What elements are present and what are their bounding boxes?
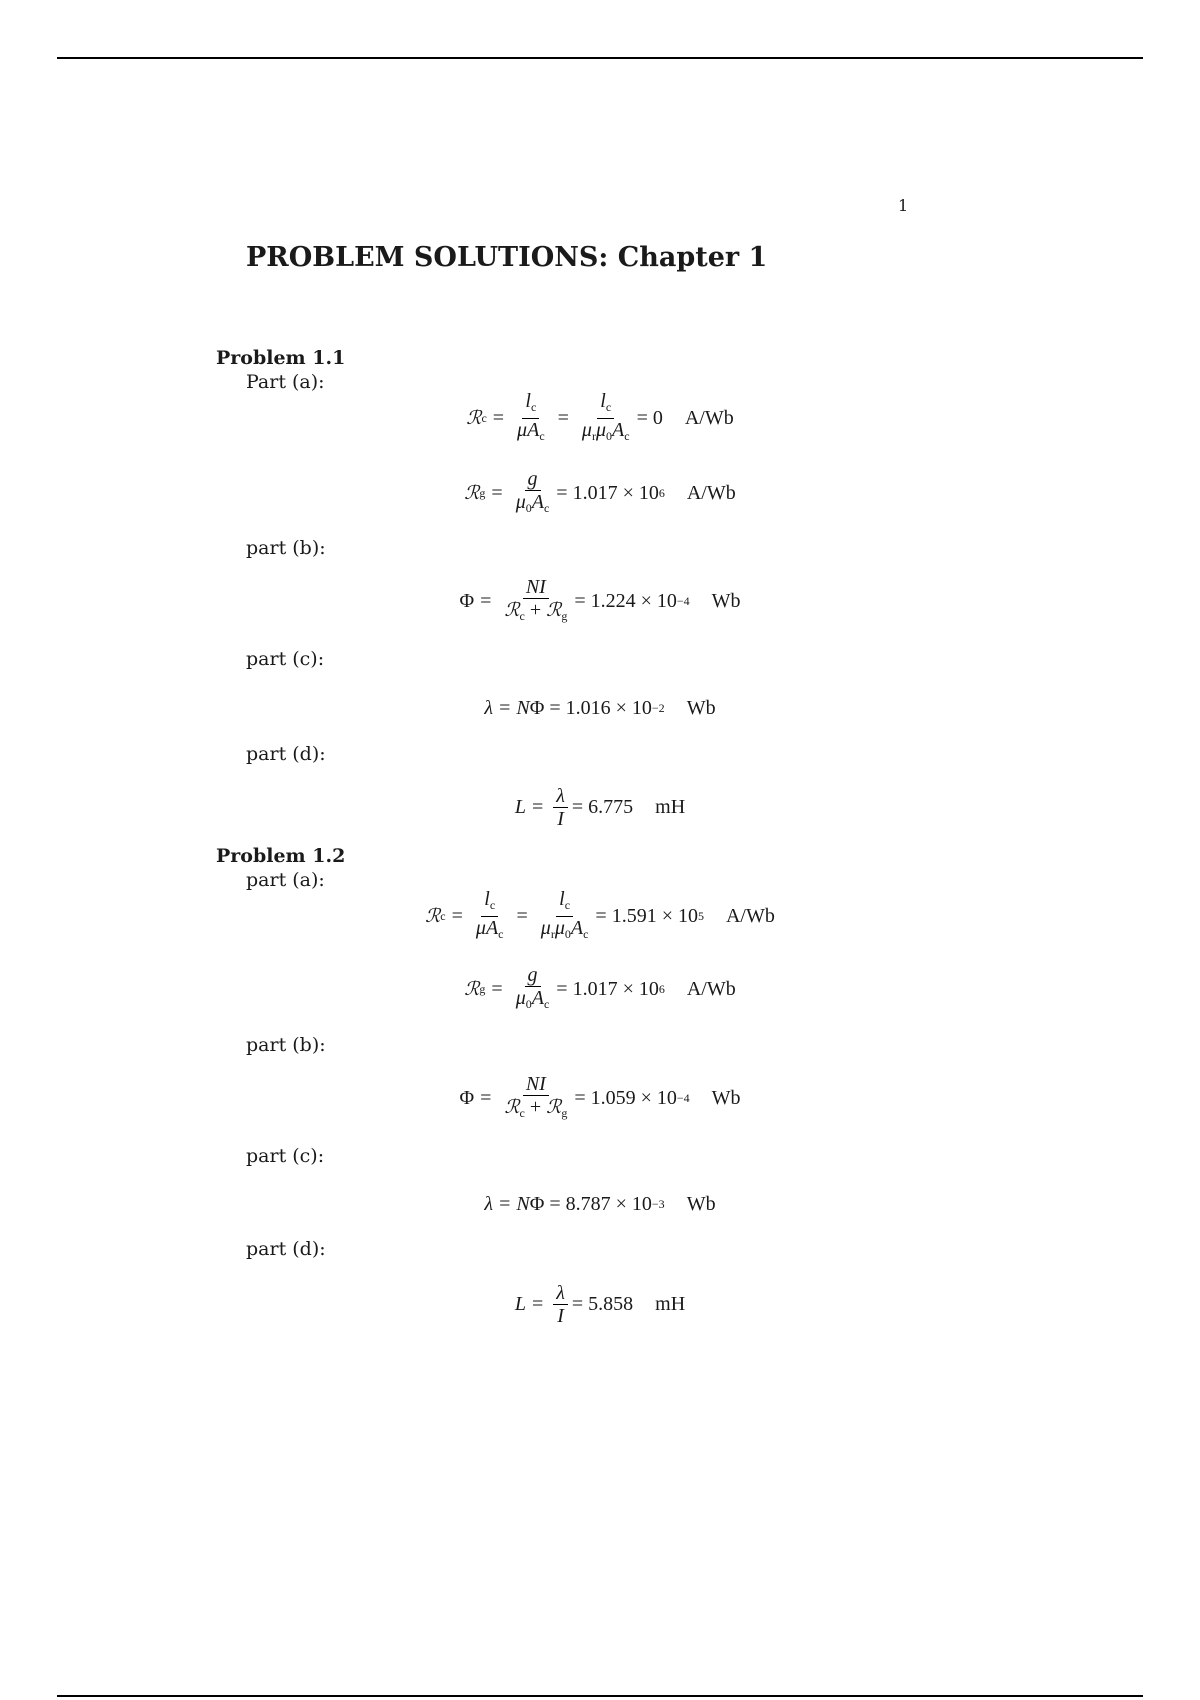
problem-heading: Problem 1.1 — [216, 347, 346, 369]
part-label: part (c): — [246, 648, 325, 670]
equation-gap-reluctance: ℛ g = $\frac{g}{\mu_0A_c}$ = 1.017 × 10 6 A/Wb — [464, 467, 736, 515]
part-label: part (a): — [246, 869, 325, 891]
equation-flux: Φ = $\frac{NI}{ℛ_c + ℛ_g}$ = 1.224 × 10 −4 Wb — [459, 575, 741, 623]
top-rule — [57, 57, 1143, 59]
part-label: part (d): — [246, 743, 326, 765]
problem-heading: Problem 1.2 — [216, 845, 346, 867]
page-number: 1 — [898, 196, 909, 215]
equation-core-reluctance: ℛ c = $\frac{l_c}{\mu A_c}$ = $\frac{l_c}{\mu_r\mu_0A_c}$ = 1.591 × 10 5 A/Wb — [425, 887, 775, 941]
equation-gap-reluctance: ℛ g = $\frac{g}{\mu_0A_c}$ = 1.017 × 10 6 A/Wb — [464, 963, 736, 1011]
equation-inductance: L = $\frac{\lambda}{I}$ = 5.858 mH — [514, 1281, 686, 1327]
part-label: Part (a): — [246, 371, 325, 393]
part-label: part (d): — [246, 1238, 326, 1260]
bottom-rule — [57, 1695, 1143, 1697]
equation-flux-linkage: λ = N Φ = 1.016 × 10 −2 Wb — [484, 696, 716, 719]
part-label: part (b): — [246, 537, 326, 559]
equation-core-reluctance: ℛ c = $\frac{l_c}{\mu A_c}$ = $\frac{l_c}{\mu_r\mu_0A_c}$ = 0 A/Wb — [466, 389, 734, 443]
part-label: part (c): — [246, 1145, 325, 1167]
equation-inductance: L = $\frac{\lambda}{I}$ = 6.775 mH — [514, 784, 686, 830]
equation-flux: Φ = $\frac{NI}{ℛ_c + ℛ_g}$ = 1.059 × 10 −4 Wb — [459, 1072, 741, 1120]
part-label: part (b): — [246, 1034, 326, 1056]
page-title: PROBLEM SOLUTIONS: Chapter 1 — [246, 242, 768, 273]
equation-flux-linkage: λ = N Φ = 8.787 × 10 −3 Wb — [484, 1192, 716, 1215]
